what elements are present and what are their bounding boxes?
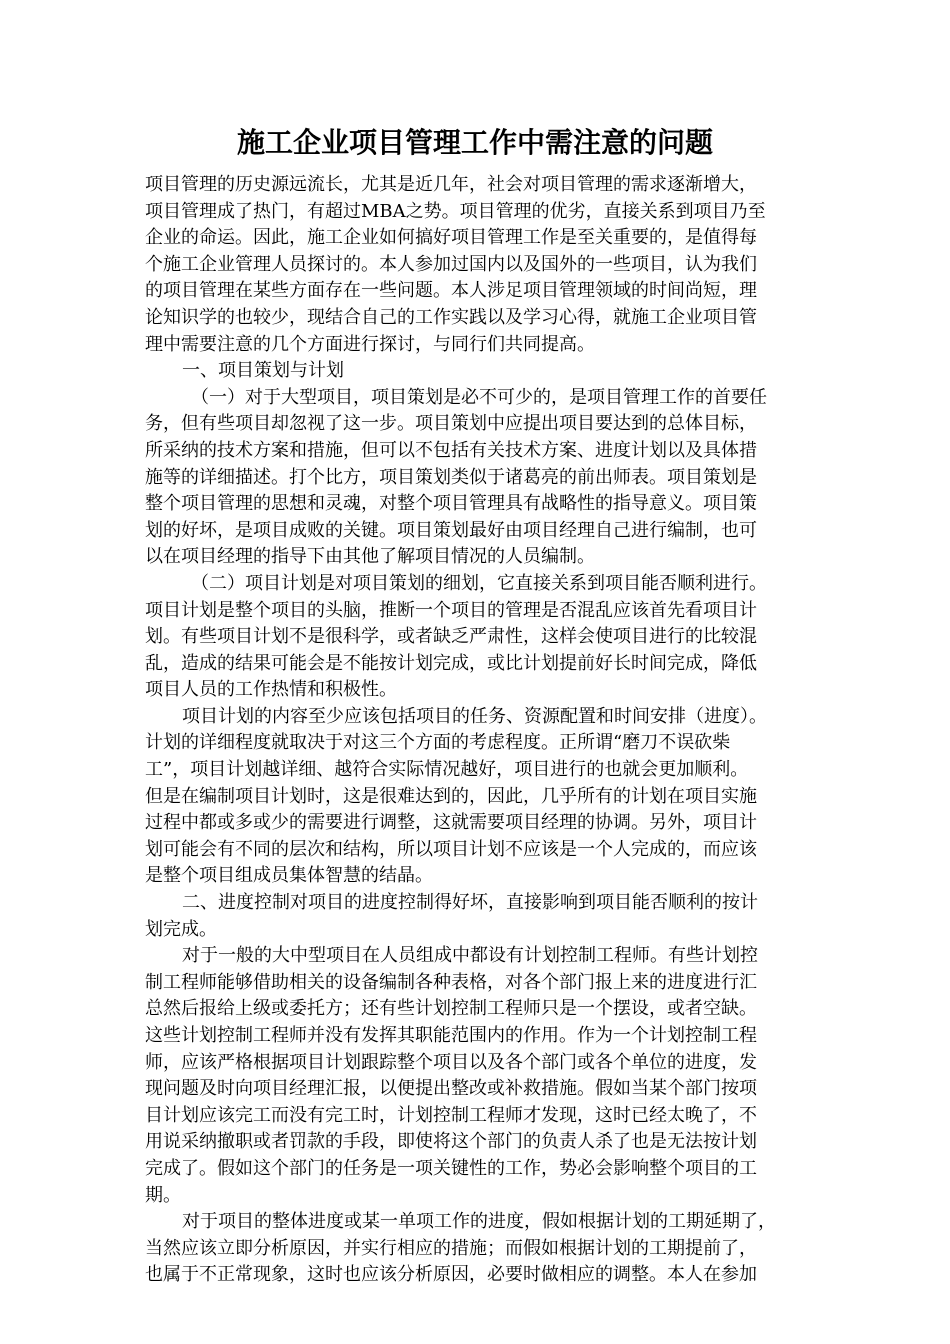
text-line: 项目计划是整个项目的头脑，推断一个项目的管理是否混乱应该首先看项目计 <box>145 599 757 621</box>
text-line: 划。有些项目计划不是很科学，或者缺乏严肃性，这样会使项目进行的比较混 <box>145 626 757 648</box>
text-line: 以在项目经理的指导下由其他了解项目情况的人员编制。 <box>145 546 595 568</box>
text-line: 对于一般的大中型项目在人员组成中都设有计划控制工程师。有些计划控 <box>182 945 758 967</box>
text-line: 项目人员的工作热情和积极性。 <box>145 679 397 701</box>
text-line: 企业的命运。因此，施工企业如何搞好项目管理工作是至关重要的，是值得每 <box>145 227 757 249</box>
document-title: 施工企业项目管理工作中需注意的问题 <box>236 126 713 159</box>
text-line: 的项目管理在某些方面存在一些问题。本人涉足项目管理领域的时间尚短，理 <box>145 280 757 302</box>
text-line: 论知识学的也较少，现结合自己的工作实践以及学习心得，就施工企业项目管 <box>145 306 757 328</box>
text-line: 施等的详细描述。打个比方，项目策划类似于诸葛亮的前出师表。项目策划是 <box>145 466 757 488</box>
text-line: 理中需要注意的几个方面进行探讨，与同行们共同提高。 <box>145 333 595 355</box>
text-line: 计划的详细程度就取决于对这三个方面的考虑程度。正所谓“磨刀不误砍柴 <box>145 732 731 754</box>
text-line: 二、进度控制对项目的进度控制得好坏，直接影响到项目能否顺利的按计 <box>182 892 758 914</box>
text-line: 一、项目策划与计划 <box>182 360 344 382</box>
text-line: 项目管理成了热门，有超过MBA之势。项目管理的优劣，直接关系到项目乃至 <box>145 200 766 222</box>
text-line: （一）对于大型项目，项目策划是必不可少的，是项目管理工作的首要任 <box>191 386 767 408</box>
text-line: 划可能会有不同的层次和结构，所以项目计划不应该是一个人完成的，而应该 <box>145 838 757 860</box>
text-line: 目计划应该完工而没有完工时，计划控制工程师才发现，这时已经太晚了，不 <box>145 1104 757 1126</box>
text-line: 乱，造成的结果可能会是不能按计划完成，或比计划提前好长时间完成，降低 <box>145 652 757 674</box>
text-line: 但是在编制项目计划时，这是很难达到的，因此，几乎所有的计划在项目实施 <box>145 785 757 807</box>
text-line: 过程中都或多或少的需要进行调整，这就需要项目经理的协调。另外，项目计 <box>145 812 757 834</box>
text-line: 完成了。假如这个部门的任务是一项关键性的工作，势必会影响整个项目的工 <box>145 1157 757 1179</box>
text-line: 划完成。 <box>145 918 217 940</box>
text-line: 项目管理的历史源远流长，尤其是近几年，社会对项目管理的需求逐渐增大， <box>145 174 757 195</box>
text-line: 用说采纳撤职或者罚款的手段，即使将这个部门的负责人杀了也是无法按计划 <box>145 1131 757 1153</box>
text-line: 这些计划控制工程师并没有发挥其职能范围内的作用。作为一个计划控制工程 <box>145 1025 757 1046</box>
text-line: 制工程师能够借助相关的设备编制各种表格，对各个部门报上来的进度进行汇 <box>145 971 757 993</box>
text-line: 个施工企业管理人员探讨的。本人参加过国内以及国外的一些项目，认为我们 <box>145 253 757 275</box>
text-line: 是整个项目组成员集体智慧的结晶。 <box>145 865 433 887</box>
text-line: 工”，项目计划越详细、越符合实际情况越好，项目进行的也就会更加顺利。 <box>145 759 749 781</box>
text-line: 总然后报给上级或委托方；还有些计划控制工程师只是一个摆设，或者空缺。 <box>145 998 757 1020</box>
text-line: 期。 <box>145 1184 181 1206</box>
text-line: 所采纳的技术方案和措施，但可以不包括有关技术方案、进度计划以及具体措 <box>145 439 757 461</box>
text-line: 当然应该立即分析原因，并实行相应的措施；而假如根据计划的工期提前了， <box>145 1237 757 1259</box>
text-line: 划的好坏，是项目成败的关键。项目策划最好由项目经理自己进行编制，也可 <box>145 519 757 541</box>
text-line: 师，应该严格根据项目计划跟踪整个项目以及各个部门或各个单位的进度，发 <box>145 1051 757 1073</box>
text-line: 整个项目管理的思想和灵魂，对整个项目管理具有战略性的指导意义。项目策 <box>145 493 757 515</box>
text-line: 项目计划的内容至少应该包括项目的任务、资源配置和时间安排（进度）。 <box>182 705 767 727</box>
document-body <box>145 172 807 1289</box>
text-line: 务，但有些项目却忽视了这一步。项目策划中应提出项目要达到的总体目标， <box>145 413 757 435</box>
text-line: 对于项目的整体进度或某一单项工作的进度，假如根据计划的工期延期了， <box>182 1211 776 1233</box>
text-line: （二）项目计划是对项目策划的细划，它直接关系到项目能否顺利进行。 <box>191 572 767 594</box>
text-line: 也属于不正常现象，这时也应该分析原因，必要时做相应的调整。本人在参加 <box>145 1264 757 1286</box>
text-line: 现问题及时向项目经理汇报，以便提出整改或补救措施。假如当某个部门按项 <box>145 1078 757 1100</box>
